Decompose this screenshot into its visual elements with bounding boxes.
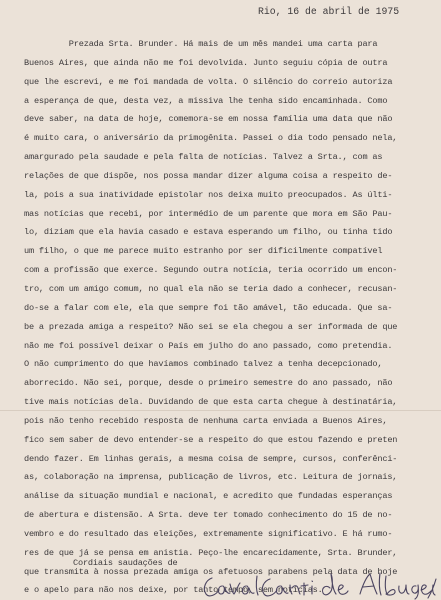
letter-line: não me foi possível deixar o País em julho do ano passado, como pretendia. [24, 340, 393, 351]
letter-line: tive mais notícias dela. Duvidando de que esta carta chegue à destinatária, [24, 397, 398, 408]
letter-line: de abertura e distensão. A Srta. deve ter tomado conhecimento do 15 de no- [24, 510, 393, 521]
letter-line: que transmita à nossa prezada amiga os afetuosos parabens pela data de hoje [24, 566, 398, 577]
letter-line: que lhe escrevi, e me foi mandada de volta. O silêncio do correio autoriza [24, 76, 393, 87]
letter-line: res de que já se pensa em anistia. Peço-lhe encarecidamente, Srta. Brunder, [24, 547, 398, 558]
letter-line: um filho, o que me parece muito estranho por ser dificilmente compatível [24, 246, 383, 257]
letter-line: aborrecido. Não sei, porque, desde o primeiro semestre do ano passado, não [24, 378, 393, 389]
letter-line: dendo fazer. Em linhas gerais, a mesma coisa de sempre, cursos, conferênci- [24, 453, 398, 464]
letter-line: vembro e do resultado das eleições, extremamente significativo. E há rumo- [24, 528, 393, 539]
handwritten-signature [200, 570, 438, 600]
letter-line: tro, com um amigo comum, no qual ela não se teria dado a conhecer, recusan- [24, 283, 398, 294]
letter-line: análise da situação mundial e nacional, e acredito que fundadas esperanças [24, 491, 393, 502]
letter-line: O não cumprimento do que havíamos combinado talvez a tenha decepcionado, [24, 359, 383, 370]
letter-line: amargurado pela saudade e pela falta de notícias. Talvez a Srta., com as [24, 152, 383, 163]
letter-line: relações de que dispõe, nos possa mandar dizer alguma coisa a respeito de- [24, 170, 393, 181]
letter-line: Buenos Aires, que ainda não me foi devolvida. Junto seguiu cópia de outra [24, 57, 388, 68]
letter-line: lo, diziam que ela havia casado e estava esperando um filho, ou tinha tido [24, 227, 393, 238]
letter-line: com a profissão que exerce. Segundo outra notícia, teria ocorrido um encon- [24, 265, 398, 276]
letter-line: fico sem saber de devo entender-se a respeito do que estou fazendo e preten [24, 434, 398, 445]
letter-line: la, pois a sua inatividade epistolar nos deixa muito preocupados. As últi- [24, 189, 393, 200]
letter-line: be a prezada amiga a respeito? Não sei se ela chegou a ser informada de que [24, 321, 398, 332]
letter-date: Rio, 16 de abril de 1975 [258, 6, 400, 17]
signature-image [200, 570, 438, 600]
letter-line: do-se a falar com ele, ela que sempre foi tão amável, tão educada. Que sa- [24, 302, 393, 313]
letter-line: e o apelo para não nos deixe, por tanto tempo, sem notícias. [24, 585, 323, 596]
letter-line: é muito cara, o aniversário da primogênita. Passei o dia todo pensado nela, [24, 133, 398, 144]
letter-line: deve saber, na data de hoje, comemora-se em nossa família uma data que não [24, 114, 393, 125]
letter-line: pois não tenho recebido resposta de nenhuma carta enviada a Buenos Aires, [24, 415, 388, 426]
letter-line: Prezada Srta. Brunder. Há mais de um mês mandei uma carta para [24, 39, 378, 49]
letter-closing: Cordiais saudações de [73, 558, 178, 568]
letter-line: a esperança de que, desta vez, a missiva lhe tenha sido encaminhada. Como [24, 95, 388, 106]
letter-line: as, colaboração na imprensa, publicação de livros, etc. Leitura de jornais, [24, 472, 398, 483]
letter-body [24, 35, 438, 600]
letter-line: mas notícias que recebi, por intermédio de um parente que mora em São Pau- [24, 208, 393, 219]
